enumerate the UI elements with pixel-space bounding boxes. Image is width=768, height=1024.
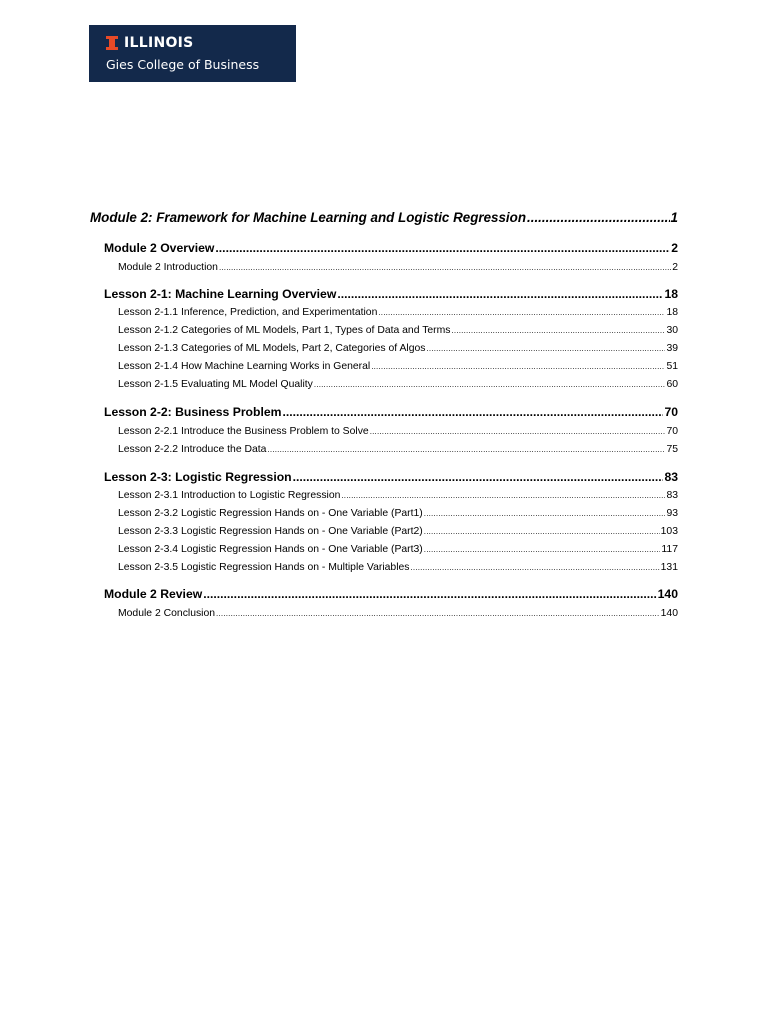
toc-section-entry[interactable] bbox=[104, 405, 678, 419]
toc-lesson-title: Lesson 2-2.1 Introduce the Business Problem to Solve bbox=[118, 426, 369, 437]
dot-leader bbox=[314, 380, 666, 389]
toc-lesson-page: 60 bbox=[666, 379, 678, 390]
toc-lesson-title: Lesson 2-3.5 Logistic Regression Hands on - Multiple Variables bbox=[118, 562, 410, 573]
toc-lesson-entry[interactable] bbox=[118, 444, 678, 455]
dot-leader bbox=[410, 563, 659, 572]
dot-leader bbox=[203, 587, 656, 601]
toc-lesson-title: Lesson 2-3.4 Logistic Regression Hands on - One Variable (Part3) bbox=[118, 544, 423, 555]
toc-lesson-entry[interactable] bbox=[118, 361, 678, 372]
dot-leader bbox=[216, 609, 660, 618]
toc-section-title: Module 2 Overview bbox=[104, 241, 215, 255]
toc-lesson-page: 117 bbox=[661, 544, 678, 555]
toc-lesson-title: Lesson 2-1.3 Categories of ML Models, Part 2, Categories of Algos bbox=[118, 343, 426, 354]
logo-top-line bbox=[106, 36, 194, 50]
toc-lesson-entry[interactable] bbox=[118, 490, 678, 501]
toc-section-entry[interactable] bbox=[104, 287, 678, 301]
toc-lesson-title: Lesson 2-3.3 Logistic Regression Hands on - One Variable (Part2) bbox=[118, 526, 423, 537]
toc-lesson-entry[interactable] bbox=[118, 508, 678, 519]
toc-lesson-page: 30 bbox=[666, 325, 678, 336]
toc-lesson-page: 131 bbox=[660, 562, 678, 573]
toc-section-page: 140 bbox=[657, 587, 678, 601]
toc-lesson-title: Lesson 2-3.2 Logistic Regression Hands on - One Variable (Part1) bbox=[118, 508, 423, 519]
toc-lesson-entry[interactable] bbox=[118, 426, 678, 437]
dot-leader bbox=[282, 405, 663, 419]
toc-lesson-page: 70 bbox=[666, 426, 678, 437]
dot-leader bbox=[424, 509, 666, 518]
dot-leader bbox=[527, 210, 670, 225]
dot-leader bbox=[378, 308, 665, 317]
toc-title-entry[interactable] bbox=[90, 210, 678, 225]
toc-section-page: 18 bbox=[664, 287, 678, 301]
toc-lesson-entry[interactable] bbox=[118, 307, 678, 318]
toc-lesson-entry[interactable] bbox=[118, 562, 678, 573]
toc-lesson-page: 75 bbox=[666, 444, 678, 455]
toc-lesson-title: Lesson 2-3.1 Introduction to Logistic Regression bbox=[118, 490, 341, 501]
logo-name: ILLINOIS bbox=[124, 35, 194, 51]
toc-lesson-page: 39 bbox=[666, 343, 678, 354]
toc-section-page: 83 bbox=[664, 470, 678, 484]
toc-lesson-page: 51 bbox=[666, 361, 678, 372]
toc-section-page: 2 bbox=[671, 241, 678, 255]
toc-lesson-title: Lesson 2-1.2 Categories of ML Models, Part 1, Types of Data and Terms bbox=[118, 325, 451, 336]
dot-leader bbox=[426, 344, 665, 353]
dot-leader bbox=[293, 470, 664, 484]
toc-section-entry[interactable] bbox=[104, 470, 678, 484]
dot-leader bbox=[451, 326, 665, 335]
toc-lesson-title: Lesson 2-2.2 Introduce the Data bbox=[118, 444, 267, 455]
toc-lesson-title: Module 2 Conclusion bbox=[118, 608, 216, 619]
block-i-icon bbox=[106, 36, 118, 50]
toc-lesson-page: 2 bbox=[672, 262, 678, 273]
toc-lesson-entry[interactable] bbox=[118, 343, 678, 354]
toc-lesson-entry[interactable] bbox=[118, 379, 678, 390]
dot-leader bbox=[370, 427, 666, 436]
toc-lesson-page: 93 bbox=[666, 508, 678, 519]
toc-section-title: Lesson 2-2: Business Problem bbox=[104, 405, 282, 419]
dot-leader bbox=[341, 491, 665, 500]
dot-leader bbox=[337, 287, 663, 301]
toc-lesson-page: 83 bbox=[666, 490, 678, 501]
toc-lesson-title: Module 2 Introduction bbox=[118, 262, 218, 273]
toc-lesson-entry[interactable] bbox=[118, 262, 678, 273]
toc-lesson-page: 140 bbox=[660, 608, 678, 619]
dot-leader bbox=[215, 241, 670, 255]
illinois-gies-logo bbox=[89, 25, 296, 82]
dot-leader bbox=[424, 545, 661, 554]
toc-section-title: Module 2 Review bbox=[104, 587, 203, 601]
toc-section-page: 70 bbox=[664, 405, 678, 419]
toc-lesson-entry[interactable] bbox=[118, 608, 678, 619]
toc-lesson-page: 103 bbox=[660, 526, 678, 537]
toc-lesson-title: Lesson 2-1.4 How Machine Learning Works in General bbox=[118, 361, 371, 372]
toc-section-title: Lesson 2-3: Logistic Regression bbox=[104, 470, 292, 484]
toc-section-entry[interactable] bbox=[104, 587, 678, 601]
toc-section-title: Lesson 2-1: Machine Learning Overview bbox=[104, 287, 337, 301]
toc-lesson-entry[interactable] bbox=[118, 544, 678, 555]
toc-lesson-page: 18 bbox=[666, 307, 678, 318]
toc-lesson-title: Lesson 2-1.1 Inference, Prediction, and Experimentation bbox=[118, 307, 378, 318]
toc-lesson-entry[interactable] bbox=[118, 325, 678, 336]
toc-lesson-entry[interactable] bbox=[118, 526, 678, 537]
dot-leader bbox=[424, 527, 660, 536]
dot-leader bbox=[267, 445, 665, 454]
toc-title-page: 1 bbox=[670, 210, 678, 225]
logo-subtitle: Gies College of Business bbox=[106, 57, 260, 72]
dot-leader bbox=[371, 362, 665, 371]
toc-section-entry[interactable] bbox=[104, 241, 678, 255]
toc-lesson-title: Lesson 2-1.5 Evaluating ML Model Quality bbox=[118, 379, 313, 390]
dot-leader bbox=[219, 263, 671, 272]
toc-title-text: Module 2: Framework for Machine Learning and Logistic Regression bbox=[90, 210, 527, 225]
